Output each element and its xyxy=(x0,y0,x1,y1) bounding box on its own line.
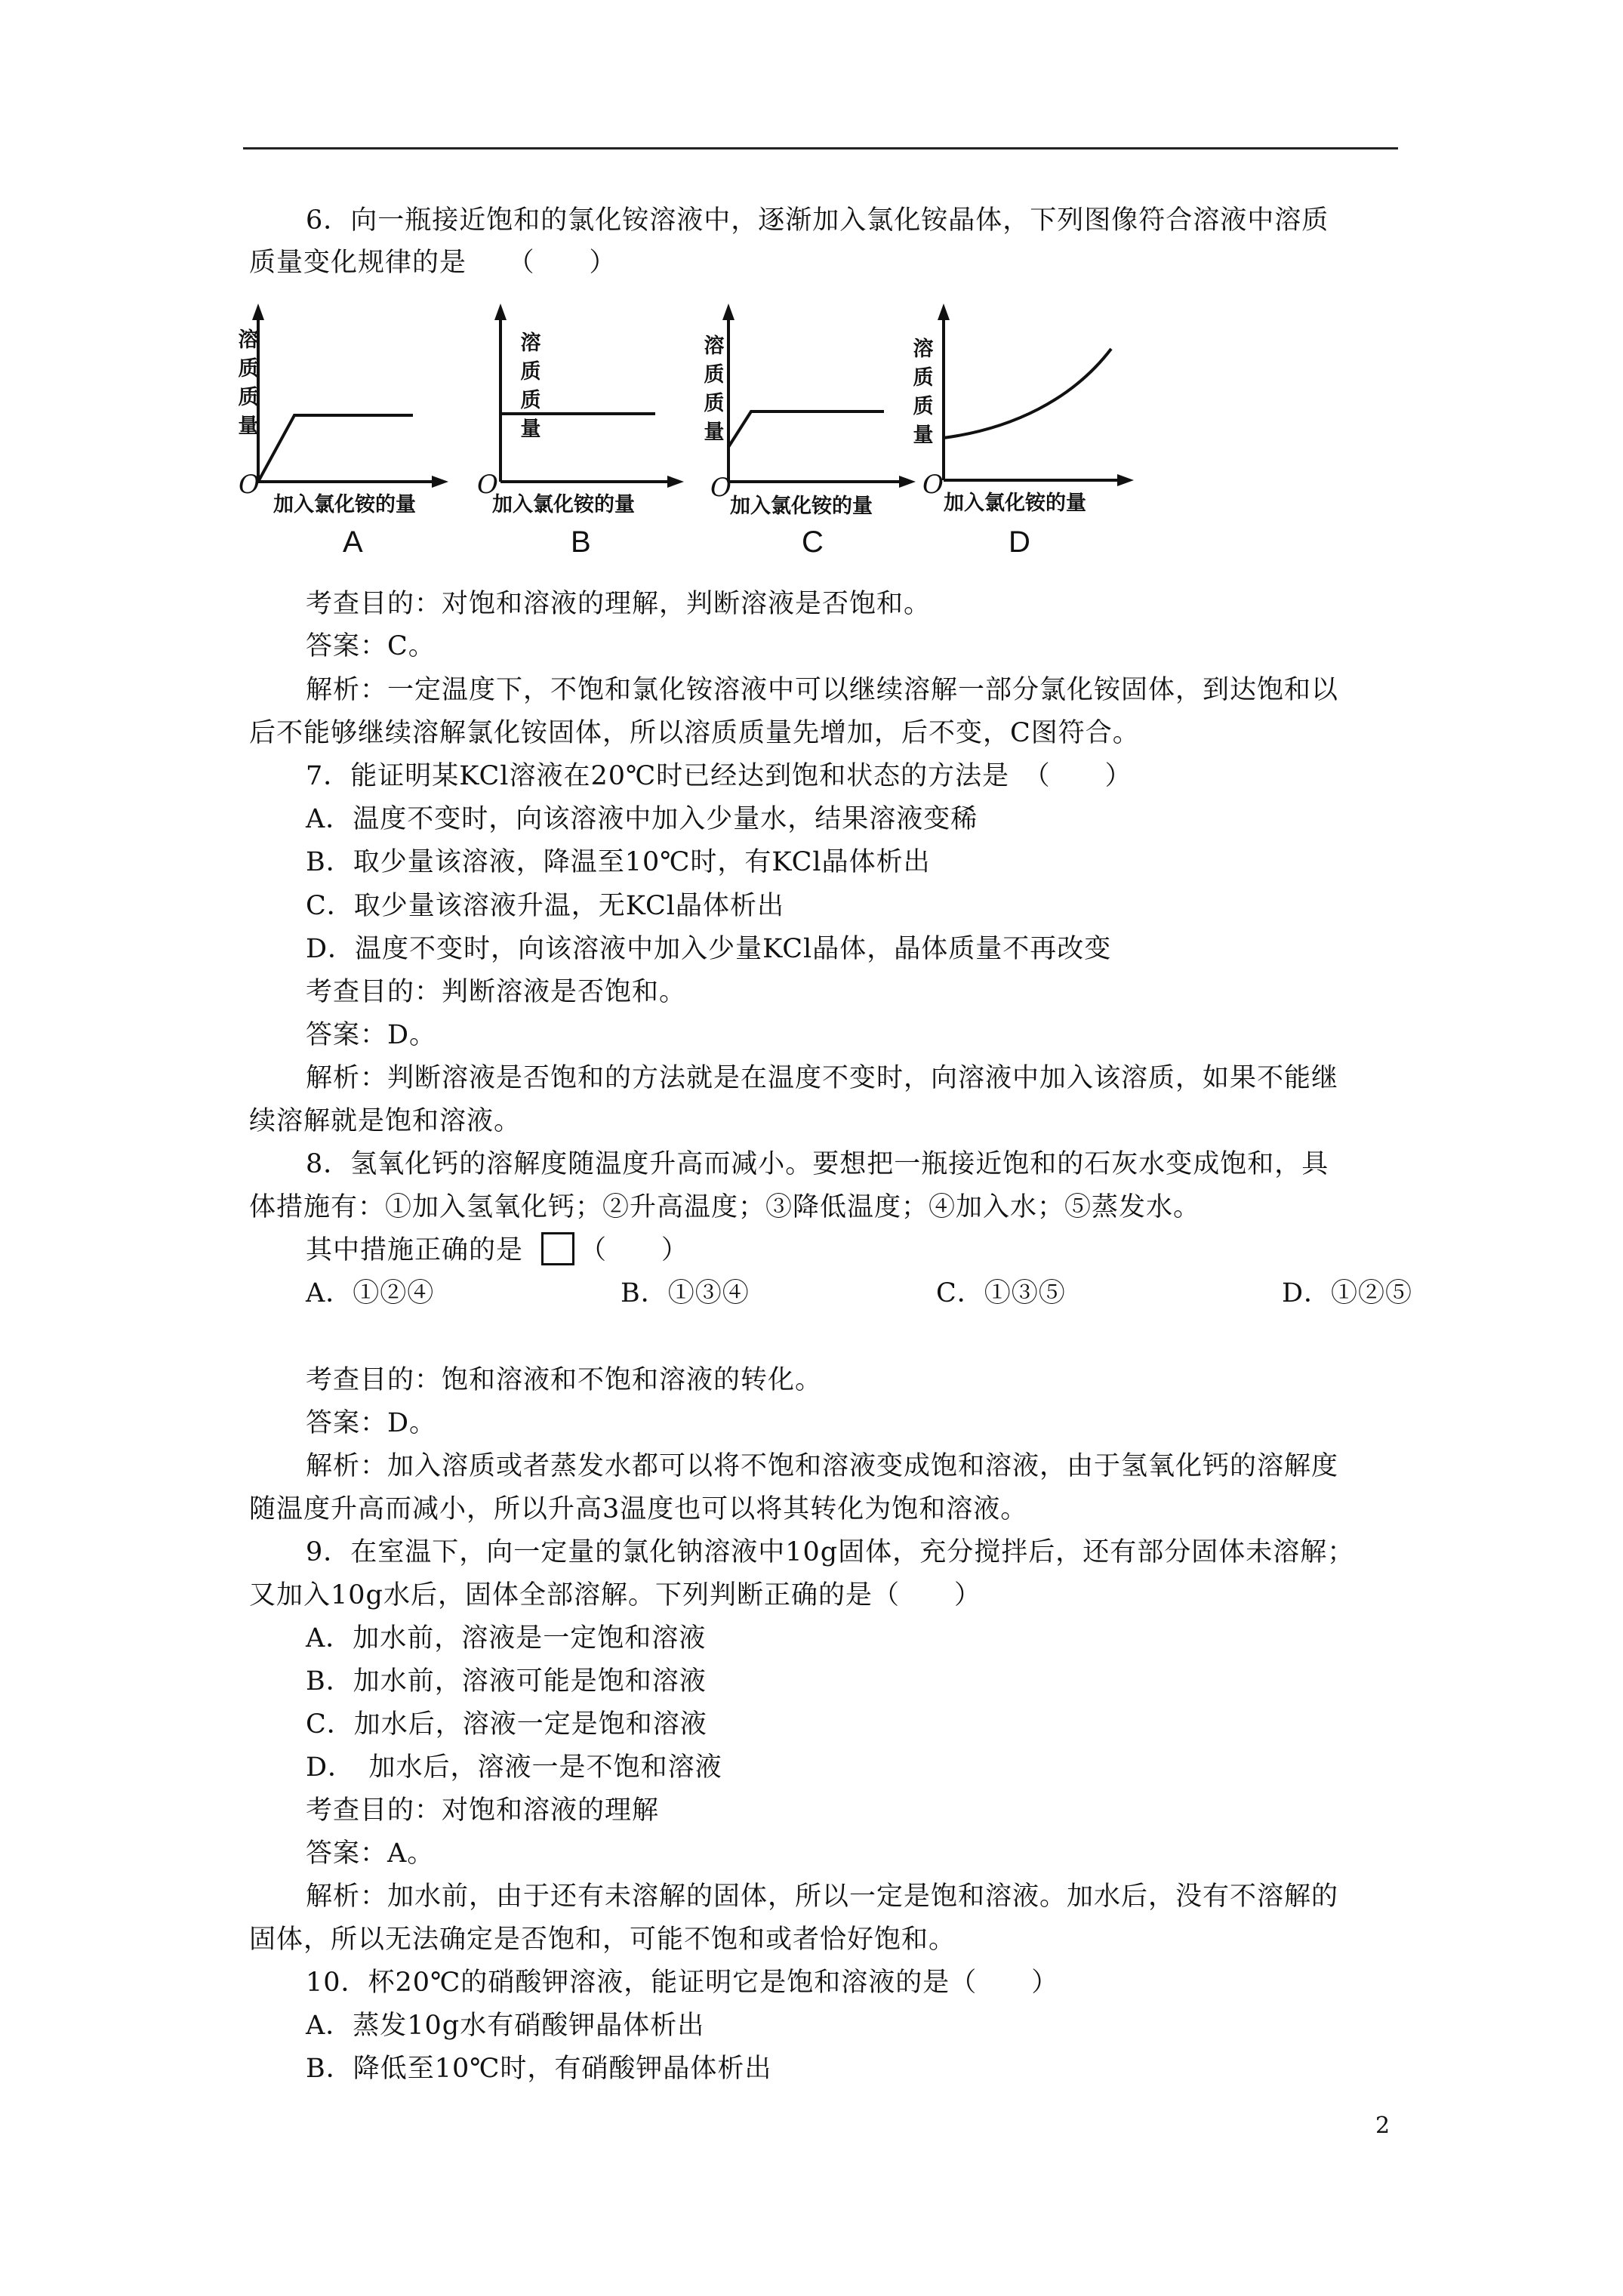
q8-option-d: D．①②⑤ xyxy=(1282,1278,1413,1308)
q8-option-b: B．①③④ xyxy=(621,1278,750,1308)
graph-a-y-arrow xyxy=(252,304,264,320)
graph-d xyxy=(913,302,1140,574)
q8-stem-paren: （ ） xyxy=(580,1235,689,1265)
q8-stem-line3: 其中措施正确的是 xyxy=(306,1235,524,1265)
graph-d-y-arrow xyxy=(938,304,950,320)
answer-box xyxy=(541,1232,574,1265)
graph-d-origin: O xyxy=(922,470,944,500)
q7-option-c: C．取少量该溶液升温，无KCl晶体析出 xyxy=(306,891,784,921)
q10-option-a: A．蒸发10g水有硝酸钾晶体析出 xyxy=(306,2011,705,2041)
q7-option-a: A．温度不变时，向该溶液中加入少量水，结果溶液变稀 xyxy=(306,804,978,834)
graph-c-plot xyxy=(706,302,932,498)
graph-b-ylabel: 溶质质量 xyxy=(520,331,541,441)
graph-c-xlabel: 加入氯化铵的量 xyxy=(730,495,873,518)
graph-c-curve xyxy=(728,411,884,447)
q7-analysis-line1: 解析：判断溶液是否饱和的方法就是在温度不变时，向溶液中加入该溶质，如果不能继 xyxy=(306,1063,1339,1093)
graph-a xyxy=(238,302,470,574)
q8-analysis-line1: 解析：加入溶质或者蒸发水都可以将不饱和溶液变成饱和溶液，由于氢氧化钙的溶解度 xyxy=(306,1451,1339,1481)
q8-purpose: 考查目的：饱和溶液和不饱和溶液的转化。 xyxy=(306,1365,823,1395)
q9-stem-line1: 9．在室温下，向一定量的氯化钠溶液中10g固体，充分搅拌后，还有部分固体未溶解； xyxy=(306,1537,1355,1567)
q10-stem: 10．杯20℃的硝酸钾溶液，能证明它是饱和溶液的是（ ） xyxy=(306,1968,1059,1998)
graph-d-x-arrow xyxy=(1117,474,1134,486)
graph-b-x-arrow xyxy=(667,476,684,488)
graph-b-label: B xyxy=(571,525,591,559)
graph-a-curve xyxy=(258,415,413,482)
q6-stem-line1: 6．向一瓶接近饱和的氯化铵溶液中，逐渐加入氯化铵晶体，下列图像符合溶液中溶质 xyxy=(306,205,1329,236)
graph-c-y-arrow xyxy=(722,304,735,320)
q7-option-d: D．温度不变时，向该溶液中加入少量KCl晶体，晶体质量不再改变 xyxy=(306,934,1112,964)
q9-purpose: 考查目的：对饱和溶液的理解 xyxy=(306,1795,660,1826)
q7-option-b: B．取少量该溶液，降温至10℃时，有KCl晶体析出 xyxy=(306,847,931,877)
q9-option-c: C．加水后，溶液一定是饱和溶液 xyxy=(306,1709,707,1740)
header-rule xyxy=(243,147,1398,149)
graph-c xyxy=(706,302,932,574)
q8-option-c: C．①③⑤ xyxy=(936,1278,1066,1308)
q9-answer: 答案：A。 xyxy=(306,1838,435,1869)
q6-analysis-line2: 后不能够继续溶解氯化铵固体，所以溶质质量先增加，后不变，C图符合。 xyxy=(249,718,1140,748)
graph-d-xlabel: 加入氯化铵的量 xyxy=(944,492,1086,515)
graph-b xyxy=(474,302,701,574)
q6-analysis-line1: 解析：一定温度下，不饱和氯化铵溶液中可以继续溶解一部分氯化铵固体，到达饱和以 xyxy=(306,675,1339,705)
q8-analysis-line2: 随温度升高而减小，所以升高3温度也可以将其转化为饱和溶液。 xyxy=(249,1494,1028,1524)
q8-stem-line2: 体措施有：①加入氢氧化钙；②升高温度；③降低温度；④加入水；⑤蒸发水。 xyxy=(249,1192,1201,1222)
q7-stem: 7．能证明某KCl溶液在20℃时已经达到饱和状态的方法是 （ ） xyxy=(306,761,1132,791)
q9-stem-line2: 又加入10g水后，固体全部溶解。下列判断正确的是（ ） xyxy=(249,1580,981,1610)
q8-answer: 答案：D。 xyxy=(306,1408,437,1438)
graph-a-ylabel: 溶质质量 xyxy=(238,328,259,438)
q7-answer: 答案：D。 xyxy=(306,1020,437,1050)
graph-b-xlabel: 加入氯化铵的量 xyxy=(492,493,635,516)
q9-option-b: B．加水前，溶液可能是饱和溶液 xyxy=(306,1666,707,1697)
graph-d-plot xyxy=(913,302,1155,498)
graph-a-plot xyxy=(243,302,470,498)
q9-analysis-line1: 解析：加水前，由于还有未溶解的固体，所以一定是饱和溶液。加水后，没有不溶解的 xyxy=(306,1881,1339,1912)
q8-option-a: A．①②④ xyxy=(306,1278,435,1308)
q8-stem-line1: 8．氢氧化钙的溶解度随温度升高而减小。要想把一瓶接近饱和的石灰水变成饱和，具 xyxy=(306,1149,1329,1179)
q9-analysis-line2: 固体，所以无法确定是否饱和，可能不饱和或者恰好饱和。 xyxy=(249,1925,956,1955)
graph-a-x-arrow xyxy=(432,476,448,488)
graph-d-label: D xyxy=(1009,525,1030,559)
graph-a-xlabel: 加入氯化铵的量 xyxy=(273,493,416,516)
page-number: 2 xyxy=(1375,2113,1390,2139)
q7-purpose: 考查目的：判断溶液是否饱和。 xyxy=(306,977,687,1007)
graph-d-curve xyxy=(944,349,1111,438)
graph-b-origin: O xyxy=(477,470,498,500)
graph-c-label: C xyxy=(802,525,824,559)
graph-b-plot xyxy=(474,302,701,498)
q6-purpose: 考查目的：对饱和溶液的理解，判断溶液是否饱和。 xyxy=(306,589,932,619)
q6-stem-line2: 质量变化规律的是 （ ） xyxy=(249,248,617,278)
graph-b-y-arrow xyxy=(494,304,507,320)
q7-analysis-line2: 续溶解就是饱和溶液。 xyxy=(249,1106,522,1136)
graph-c-ylabel: 溶质质量 xyxy=(704,334,725,444)
graph-d-ylabel: 溶质质量 xyxy=(913,337,934,447)
q6-answer: 答案：C。 xyxy=(306,631,436,661)
graph-a-label: A xyxy=(343,525,363,559)
q9-option-d: D． 加水后，溶液一是不饱和溶液 xyxy=(306,1752,722,1783)
q10-option-b: B．降低至10℃时，有硝酸钾晶体析出 xyxy=(306,2054,772,2084)
graph-a-origin: O xyxy=(239,470,260,500)
graph-c-origin: O xyxy=(710,473,731,503)
q9-option-a: A．加水前，溶液是一定饱和溶液 xyxy=(306,1623,707,1653)
